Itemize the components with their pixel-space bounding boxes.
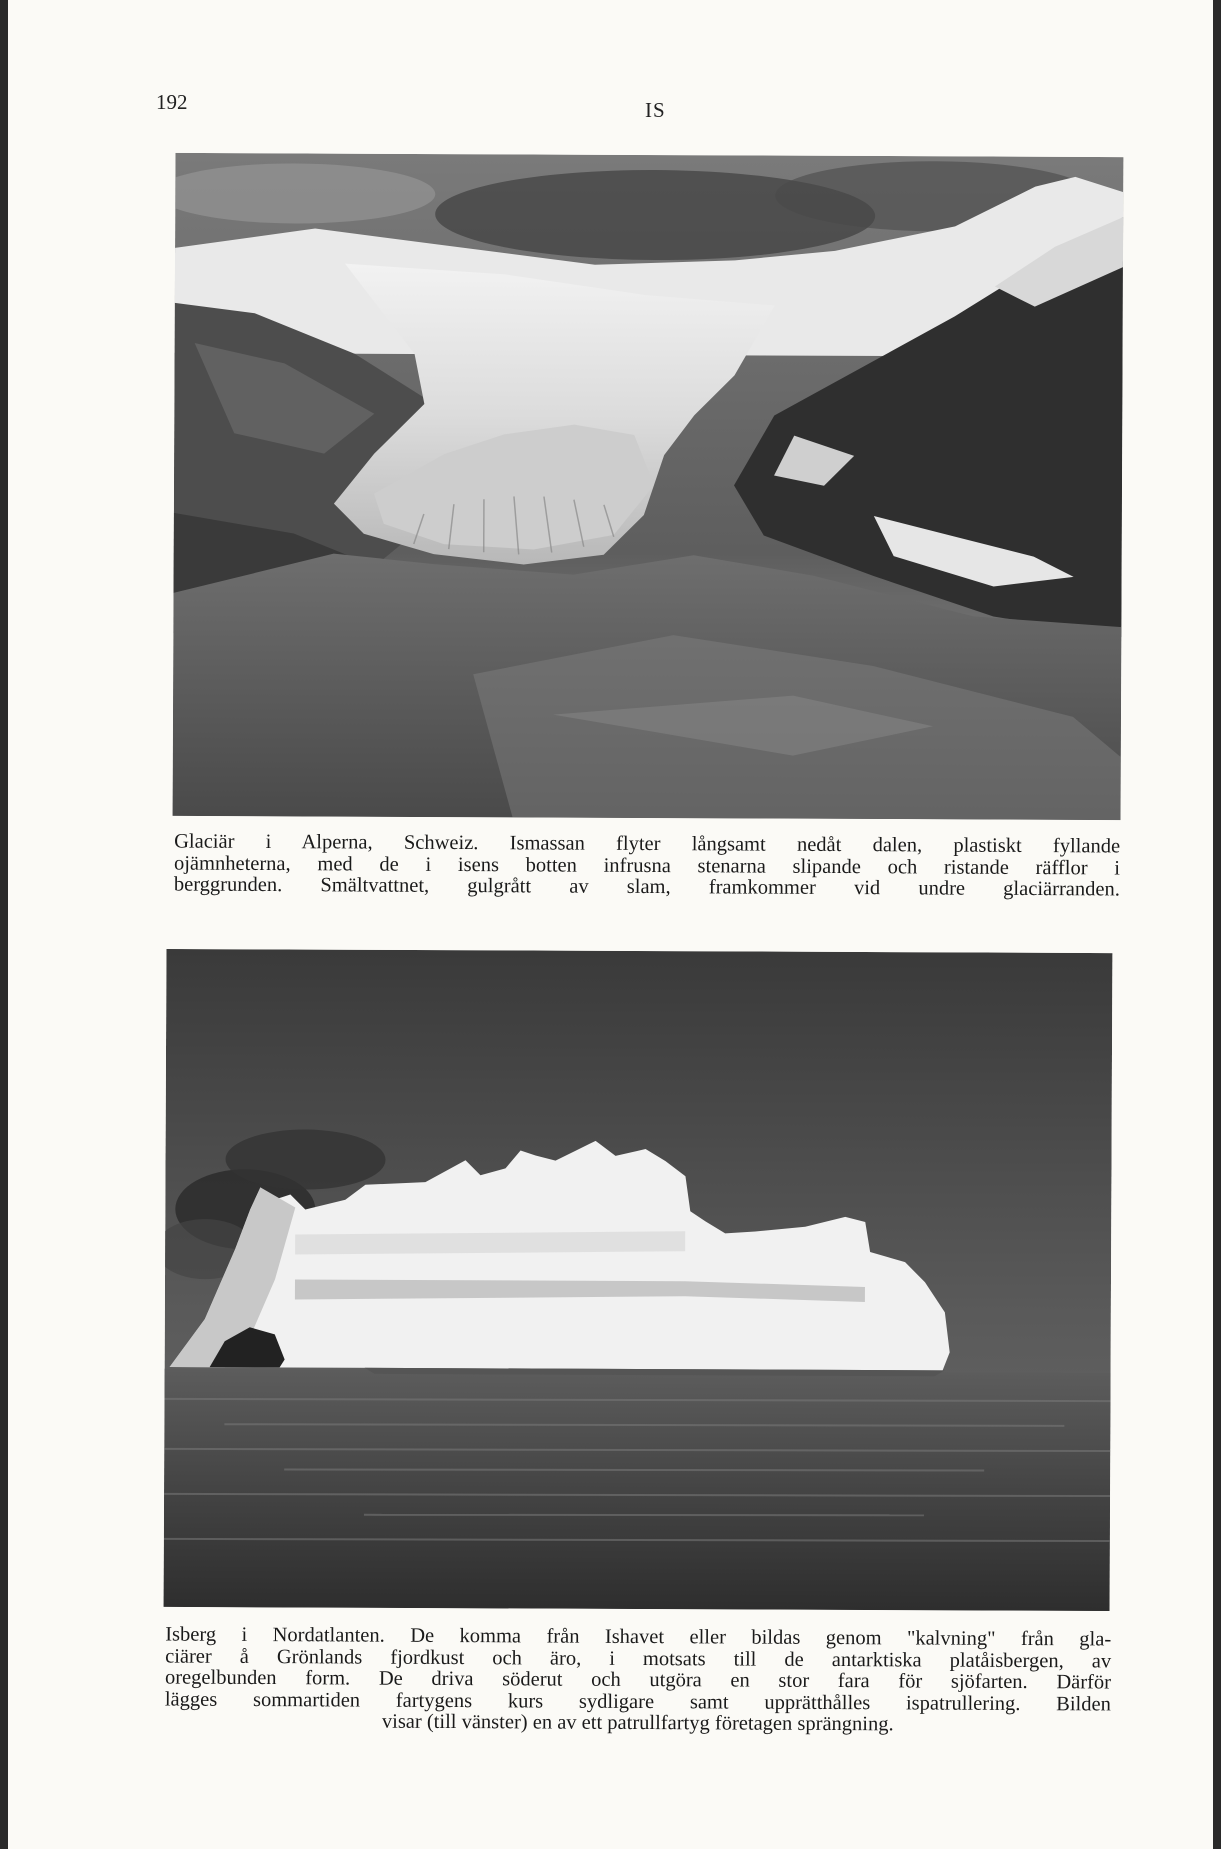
glacier-illustration bbox=[173, 153, 1124, 820]
glacier-photo bbox=[173, 153, 1124, 820]
iceberg-photo bbox=[164, 949, 1113, 1611]
caption-line: Isberg i Nordatlanten. De komma från Ishavet eller bildas genom "kalvning" från gla- bbox=[165, 1623, 1112, 1651]
caption-line: visar (till vänster) en av ett patrullfartyg företagen sprängning. bbox=[381, 1710, 894, 1736]
caption-line: ciärer å Grönlands fjordkust och äro, i motsats till de antarktiska platåisbergen, av bbox=[165, 1645, 1112, 1672]
iceberg-caption bbox=[165, 1625, 1112, 1737]
caption-line: berggrunden. Smältvattnet, gulgrått av slam, framkommer vid undre glaciärranden. bbox=[173, 873, 1120, 901]
iceberg-illustration bbox=[164, 949, 1113, 1611]
caption-line: lägges sommartiden fartygens kurs sydligare samt upprätthålles ispatrullering. Bilden bbox=[164, 1688, 1111, 1715]
running-head: IS bbox=[645, 98, 666, 122]
caption-line: ojämnheterna, med de i isens botten infrusna stenarna slipande och ristande räfflor i bbox=[173, 852, 1121, 879]
book-page bbox=[8, 0, 1213, 1849]
page-number: 192 bbox=[156, 90, 188, 114]
caption-line: Glaciär i Alperna, Schweiz. Ismassan flyter långsamt nedåt dalen, plastiskt fyllande bbox=[174, 830, 1121, 858]
caption-line: oregelbunden form. De driva söderut och utgöra en stor fara för sjöfarten. Därför bbox=[164, 1666, 1112, 1694]
glacier-caption bbox=[174, 832, 1120, 901]
